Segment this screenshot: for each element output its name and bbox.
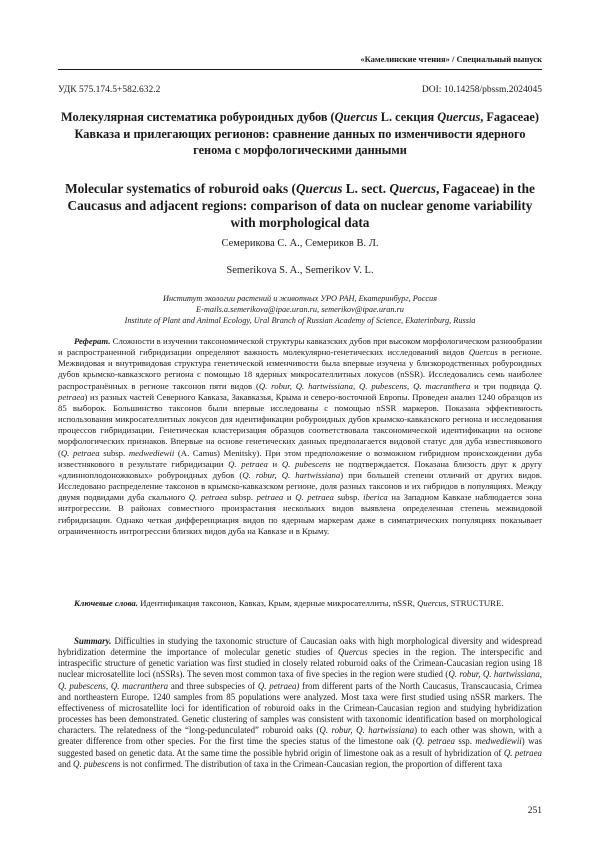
abstract-italic: Q. petraea xyxy=(295,492,334,503)
abstract-italic: iberica xyxy=(363,492,388,503)
affiliation xyxy=(58,293,542,326)
abstract-italic: Quercus xyxy=(468,347,498,358)
title-ru-genus: Quercus xyxy=(437,110,481,124)
title-ru-genus: Quercus xyxy=(334,110,378,124)
abstract-text: subsp. xyxy=(227,492,257,503)
abstract-text: Сложности в изучении таксономической структуры кавказских дубов при высоком морфологическом разнообразии и распространенной гибридизации определяют важность молекулярно-генетических исследований видов xyxy=(58,336,542,358)
affiliation-emails[interactable]: E-mails.a.semerikova@ipae.uran.ru, semerikov@ipae.uran.ru xyxy=(196,305,404,314)
title-ru-text: Молекулярная систематика робуроидных дубов ( xyxy=(61,110,335,124)
udc-code: УДК 575.174.5+582.632.2 xyxy=(58,85,161,95)
title-en-text: L. sect. xyxy=(342,181,390,196)
summary-italic: Quercus xyxy=(337,647,368,658)
abstract-italic: Q. pubescens xyxy=(281,458,331,469)
summary-text: and three subspecies of xyxy=(168,680,258,691)
summary-text: ssp. xyxy=(454,736,476,747)
authors-english: Semerikova S. A., Semerikov V. L. xyxy=(226,265,374,276)
title-ru-text: L. секция xyxy=(377,110,438,124)
abstract-label: Реферат. xyxy=(74,336,111,346)
abstract-text: в регионе. Межвидовая и внутривидовая структура генетической изменчивости была впервые изучена у близкородственных робуроидных дубов крымско-кавказского региона с помощью 18 ядерных микросателлитных локусов (nSSR). Исследовались семь наиболее распространённых в регионе таксонов пяти видов ( xyxy=(58,347,542,391)
doi[interactable]: DOI: 10.14258/pbssm.2024045 xyxy=(421,85,542,95)
keywords-text: , STRUCTURE. xyxy=(446,598,504,608)
summary-text: ) to each other was shown, with a greater difference from other species. For the first time the species status of the limestone oak ( xyxy=(58,725,542,747)
title-english xyxy=(58,180,542,231)
summary-label: Summary. xyxy=(74,636,112,646)
title-en-genus: Quercus xyxy=(295,181,343,196)
title-en-text: , Fagaceae) in the Caucasus and adjacent regions: comparison of data on nuclear genome variability with morphological data xyxy=(67,181,535,230)
header-rule xyxy=(58,69,542,70)
abstract-italic: Q. petraea xyxy=(60,447,100,458)
summary-text: Difficulties in studying the taxonomic structure of Caucasian oaks with high morphological diversity and widespread hybridization determine the importance of molecular genetic studies of xyxy=(58,636,542,658)
affiliation-en: Institute of Plant and Animal Ecology, Ural Branch of Russian Academy of Science, Ekaterinburg, Russia xyxy=(124,316,476,325)
abstract-italic: Q. petraea xyxy=(228,458,268,469)
summary-italic: Q. pubescens xyxy=(73,758,121,769)
summary-italic: Q. petraea xyxy=(503,747,542,758)
summary-italic: Q. petraea) xyxy=(257,680,300,691)
abstract-italic: Q. robur, Q. hartwissiana xyxy=(242,469,341,480)
summary-italic: Q. robur, Q. hartwissiana, Q. pubescens, Q. macranthera xyxy=(58,669,542,691)
title-en-genus: Quercus xyxy=(389,181,436,196)
title-ru-text: , Fagaceae) Кавказа и прилегающих регионов: сравнение данных по изменчивости ядерного генома с морфологическими данными xyxy=(74,110,539,157)
abstract-italic: Q. robur, Q. hartwissiana, Q. pubescens, Q. macranthera xyxy=(258,380,471,391)
keywords-italic: Quercus xyxy=(417,598,447,608)
abstract-italic: Q. petraea xyxy=(58,380,542,402)
keywords xyxy=(58,598,542,609)
abstract-text: и три подвида xyxy=(470,380,534,391)
summary-text: species in the region. The interspecific and intraspecific structure of genetic variation was first studied in closely related roburoid oaks of the Crimean-Caucasian region using 18 nuclear microsatellite loci (nSSRs). The seven most common taxa of five species in the region were studied ( xyxy=(58,647,542,680)
summary-italic: Q. robur, Q. hartwissiana xyxy=(319,725,415,736)
summary-english xyxy=(58,636,542,770)
summary-text: from different parts of the North Caucasus, Transcaucasia, Crimea and northeastern Europe. 1240 samples from 85 populations were analyzed. Most taxa were first studied using nSSR markers. The effectiveness of microsatellite loci for identification of roburoid oaks in the Crimean-Caucasian region and studying hybridization processes has been demonstrated. Genetic clustering of samples was consistent with taxonomic identification based on morphological characters. The relatedness of the “long-pedunculated” roburoid oaks ( xyxy=(58,680,542,736)
summary-italic: Q. petraea xyxy=(415,736,455,747)
abstract-text: subsp. xyxy=(99,447,129,458)
keywords-text: Идентификация таксонов, Кавказ, Крым, ядерные микросателлиты, nSSR, xyxy=(137,598,418,608)
affiliation-ru: Институт экологии растений и животных УРО РАН, Екатеринбург, Россия xyxy=(162,294,438,303)
abstract-italic: petraea xyxy=(256,492,284,503)
title-russian xyxy=(58,109,542,159)
summary-italic: medwediewii xyxy=(475,736,522,747)
title-en-text: Molecular systematics of roburoid oaks ( xyxy=(65,181,296,196)
abstract-italic: medwediewii xyxy=(128,447,175,458)
summary-text: is not confirmed. The distribution of taxa in the Crimean-Caucasian region, the proportion of different taxa xyxy=(120,758,503,769)
keywords-label: Ключевые слова. xyxy=(74,598,138,608)
authors-russian: Семерикова С. А., Семериков В. Л. xyxy=(221,238,379,249)
page-number: 251 xyxy=(527,806,542,816)
abstract-russian xyxy=(58,336,542,537)
abstract-text: и xyxy=(267,458,282,469)
abstract-text: и xyxy=(283,492,296,503)
abstract-text: subsp. xyxy=(333,492,364,503)
abstract-text: (A. Camus) Menitsky). При этом предположение о возможном гибридном происхождении дуба известнякового в результате гибридизации xyxy=(58,447,542,469)
abstract-text: ) из разных частей Северного Кавказа, Закавказья, Крыма и северо-восточной Европы. Проведен анализ 1240 образцов из 85 выборок. Большинство таксонов были впервые исследованы с помощью nSSR маркеров. Показана эффективность использования микросателлитных локусов для идентификации робуроидных дубов крымско-кавказского региона и исследования процессов гибридизации. Генетическая кластеризация образцов соответствовала таксономической идентификации на основе морфологических признаков. Впервые на основе генетических данных предполагается видовой статус для дуба известнякового ( xyxy=(58,391,542,458)
summary-text: ) was suggested based on genetic data. At the same time the possible hybrid origin of limestone oak as a result of hybridization of xyxy=(58,736,542,758)
abstract-text: ) при большей степени отличий от других видов. Исследовано распределение таксонов в крымско-кавказском регионе, доля разных таксонов и их гибридов в популяциях. Между двумя подвидами дуба скального xyxy=(58,469,543,503)
abstract-text: не подтверждается. Показана близость друг к другу «длинноплодоножковых» робуроидных дубов ( xyxy=(58,458,542,480)
summary-text: and xyxy=(58,758,74,769)
running-head: «Камелинские чтения» / Специальный выпуск xyxy=(360,54,542,64)
abstract-italic: Q. petraea xyxy=(188,492,228,503)
abstract-text: на Западном Кавказе наблюдается зона интрогрессии. В районах совместного произрастания нескольких видов выявлена определенная степень межвидовой гибридизации. Однако четкая дифференциация видов по ядерным маркерам даже в симпатрических популяциях показывает ограниченность интрогрессии близких видов дуба на Кавказе и в Крыму. xyxy=(58,492,543,536)
